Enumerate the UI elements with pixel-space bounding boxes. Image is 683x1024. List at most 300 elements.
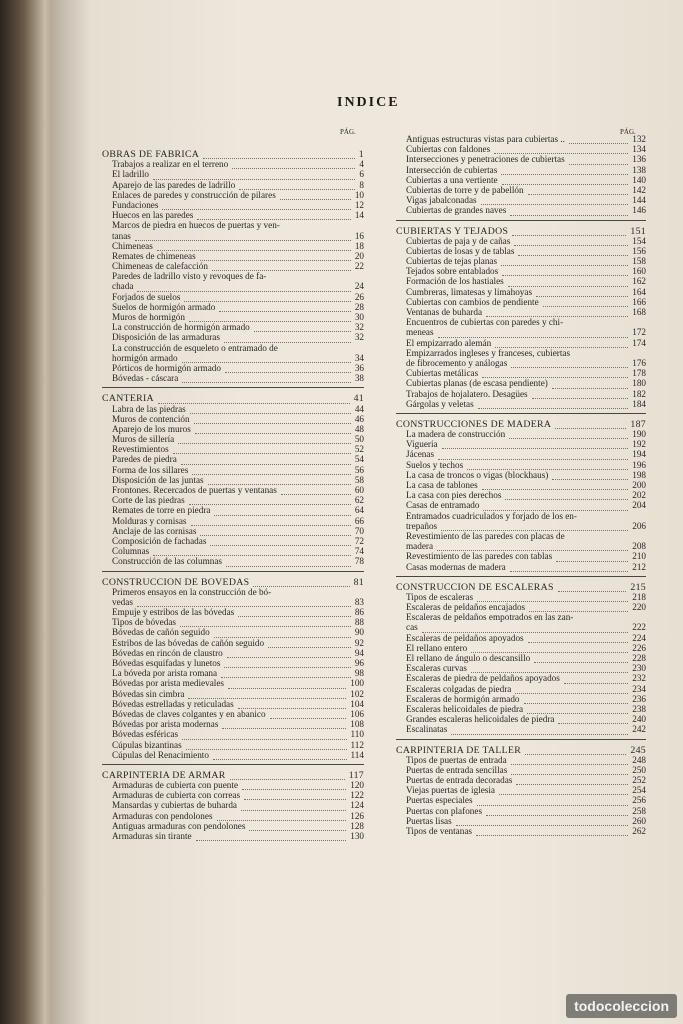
- entry-label: vedas: [112, 596, 133, 607]
- index-entry: [396, 613, 646, 623]
- entry-label: Bóvedas por arista modernas: [112, 719, 219, 730]
- dot-leader: [510, 215, 628, 216]
- entry-label: Composición de fachadas: [112, 535, 207, 546]
- dot-leader: [225, 372, 351, 373]
- dot-leader: [543, 306, 628, 307]
- entry-label: Disposición de las armaduras: [112, 332, 220, 343]
- index-entry: [396, 563, 646, 573]
- page-number: 142: [632, 184, 646, 195]
- page-number: 22: [354, 261, 364, 272]
- page-number: 66: [354, 515, 364, 526]
- page-number: 120: [350, 780, 364, 791]
- index-section: [102, 150, 364, 384]
- dot-leader: [478, 408, 628, 409]
- page-number: 144: [632, 195, 646, 206]
- entry-label: La construcción de esqueleto o entramado de: [112, 342, 278, 353]
- entry-label: hormigón armado: [112, 352, 178, 363]
- entry-label: Grandes escaleras helicoidales de piedra: [406, 714, 555, 725]
- adjacent-page-edge: [0, 0, 60, 1024]
- page-number: 112: [350, 739, 364, 750]
- entry-label: Cúpulas bizantinas: [112, 739, 182, 750]
- page-number: 151: [630, 225, 646, 237]
- section-divider: [396, 739, 646, 740]
- entry-label: Columnas: [112, 546, 150, 557]
- page-number: 62: [354, 495, 364, 506]
- page-number: 240: [632, 714, 646, 725]
- page-number: 154: [632, 235, 646, 246]
- page-number: 86: [354, 607, 364, 618]
- entry-label: Empuje y estribos de las bóvedas: [112, 607, 235, 618]
- page-number: 54: [354, 454, 364, 465]
- entry-label: CONSTRUCCION DE ESCALERAS: [396, 581, 554, 593]
- page-number: 100: [350, 678, 364, 689]
- page-number: 226: [632, 642, 646, 653]
- entry-label: Puertas de entrada sencillas: [406, 764, 508, 775]
- dot-leader: [569, 143, 628, 144]
- index-entry: [396, 827, 646, 837]
- page-number: 88: [354, 617, 364, 628]
- dot-leader: [502, 275, 628, 276]
- entry-label: Bóvedas - cáscara: [112, 373, 179, 384]
- entry-label: cas: [406, 622, 418, 633]
- entry-label: La construcción de hormigón armado: [112, 322, 250, 333]
- entry-label: Trabajos a realizar en el terreno: [112, 159, 229, 170]
- page-number: 187: [630, 418, 646, 430]
- dot-leader: [214, 515, 351, 516]
- entry-label: CANTERIA: [102, 393, 154, 405]
- page-number: 168: [632, 307, 646, 317]
- entry-label: Muros de contención: [112, 413, 190, 424]
- index-entry: [102, 730, 364, 740]
- page-number: 208: [632, 541, 646, 552]
- dot-leader: [270, 718, 346, 719]
- page-number: 254: [632, 785, 646, 796]
- dot-leader: [511, 774, 628, 775]
- entry-label: Suelos de hormigón armado: [112, 301, 216, 312]
- entry-label: CONSTRUCCIONES DE MADERA: [396, 418, 552, 430]
- entry-label: Labra de las piedras: [112, 403, 186, 414]
- dot-leader: [158, 403, 350, 404]
- entry-label: Escaleras de peldaños apoyados: [406, 632, 524, 643]
- page-number: 58: [354, 474, 364, 485]
- page-number: 32: [354, 332, 364, 343]
- entry-label: Aparejo de las paredes de ladrillo: [112, 179, 236, 190]
- dot-leader: [564, 683, 628, 684]
- page-number: 50: [354, 434, 364, 445]
- entry-label: Enlaces de paredes y construcción de pilares: [112, 189, 276, 200]
- entry-label: El rellano entero: [406, 642, 468, 653]
- page-number: 38: [354, 373, 364, 384]
- entry-label: Viguería: [406, 439, 438, 450]
- page-number: 160: [632, 266, 646, 277]
- dot-leader: [222, 728, 346, 729]
- entry-label: Antiguas estructuras vistas para cubiertas ..: [406, 134, 565, 144]
- dot-leader: [189, 504, 351, 505]
- dot-leader: [242, 789, 346, 790]
- entry-label: Tejados sobre entablados: [406, 266, 499, 277]
- entry-label: Jácenas: [406, 449, 435, 460]
- dot-leader: [558, 723, 628, 724]
- dot-leader: [558, 591, 626, 592]
- entry-label: Huecos en las paredes: [112, 210, 194, 221]
- dot-leader: [195, 433, 351, 434]
- entry-label: Cúpulas del Renacimiento: [112, 749, 209, 760]
- index-entry: [396, 379, 646, 389]
- page-number: 252: [632, 775, 646, 786]
- index-entry: [102, 751, 364, 761]
- page-number: 94: [354, 647, 364, 658]
- dot-leader: [524, 703, 628, 704]
- page-number: 220: [632, 602, 646, 613]
- entry-label: Bóvedas esféricas: [112, 729, 179, 740]
- entry-label: El rellano de ángulo o descansillo: [406, 653, 531, 663]
- section-heading: [102, 394, 364, 404]
- entry-label: Cubiertas de torre y de pabellón: [406, 184, 524, 195]
- entry-label: Paredes de ladrillo visto y revoques de fa-: [112, 271, 267, 282]
- entry-label: CUBIERTAS Y TEJADOS: [396, 225, 509, 237]
- page-number: 128: [350, 820, 364, 831]
- page-number: 138: [632, 164, 646, 175]
- dot-leader: [525, 754, 626, 755]
- dot-leader: [249, 830, 346, 831]
- entry-label: Muros de hormigón: [112, 312, 185, 322]
- entry-label: Muros de sillería: [112, 434, 175, 445]
- page-title: INDICE: [337, 95, 400, 110]
- entry-label: Entramados cuadriculados y forjado de los en-: [406, 510, 577, 521]
- dot-leader: [505, 499, 628, 500]
- index-page: [52, 0, 683, 1024]
- dot-leader: [200, 260, 351, 261]
- index-entry: [102, 374, 364, 384]
- dot-leader: [456, 825, 628, 826]
- index-entry: [396, 206, 646, 216]
- page-number: 126: [350, 810, 364, 821]
- dot-leader: [556, 561, 628, 562]
- page-number: 222: [632, 622, 646, 633]
- page-number: 8: [359, 179, 364, 190]
- entry-label: Tipos de escaleras: [406, 591, 474, 602]
- entry-label: Formación de los hastiales: [406, 276, 504, 287]
- entry-label: Armaduras sin tirante: [112, 831, 192, 841]
- entry-label: madera: [406, 541, 434, 552]
- entry-label: Bóvedas sin cimbra: [112, 688, 185, 699]
- entry-label: chada: [112, 281, 134, 292]
- entry-label: Revestimiento de las paredes con placas de: [406, 530, 565, 541]
- dot-leader: [227, 657, 351, 658]
- entry-label: OBRAS DE FABRICA: [102, 149, 200, 160]
- dot-leader: [477, 805, 628, 806]
- dot-leader: [190, 413, 351, 414]
- page-number: 32: [354, 322, 364, 333]
- page-number: 224: [632, 632, 646, 643]
- page-number: 202: [632, 490, 646, 501]
- page-number: 210: [632, 551, 646, 562]
- entry-label: El ladrillo: [112, 169, 149, 180]
- page-number: 48: [354, 423, 364, 434]
- dot-leader: [482, 489, 628, 490]
- page-number: 228: [632, 653, 646, 663]
- entry-label: Cubiertas a una vertiente: [406, 174, 498, 185]
- entry-label: La casa con pies derechos: [406, 490, 502, 501]
- index-section: [396, 413, 646, 573]
- dot-leader: [232, 168, 355, 169]
- entry-label: tanas: [112, 230, 131, 241]
- page-number: 41: [353, 393, 364, 405]
- entry-label: Tipos de puertas de entrada: [406, 754, 507, 765]
- page-number: 14: [354, 210, 364, 221]
- page-number: 117: [348, 769, 364, 781]
- entry-label: La madera de construcción: [406, 429, 506, 440]
- page-number: 232: [632, 673, 646, 684]
- dot-leader: [534, 662, 628, 663]
- entry-label: Gárgolas y veletas: [406, 398, 474, 409]
- dot-leader: [268, 647, 351, 648]
- dot-leader: [280, 199, 351, 200]
- page-number: 114: [350, 749, 364, 760]
- entry-label: Casas de entramado: [406, 500, 480, 511]
- index-entry: [396, 400, 646, 410]
- page-number: 206: [632, 520, 646, 531]
- page-number: 140: [632, 174, 646, 185]
- index-section: [102, 571, 364, 761]
- entry-label: Armaduras de cubierta con correas: [112, 790, 241, 801]
- index-section: [396, 220, 646, 410]
- entry-label: Vigas jabalconadas: [406, 195, 477, 206]
- entry-label: CONSTRUCCION DE BOVEDAS: [102, 576, 250, 588]
- entry-label: Estribos de las bóvedas de cañón seguido: [112, 637, 265, 648]
- entry-label: Cubiertas planas (de escasa pendiente): [406, 378, 548, 389]
- dot-leader: [509, 438, 628, 439]
- entry-label: Escaleras de piedra de peldaños apoyados: [406, 673, 560, 684]
- page-number: 146: [632, 205, 646, 216]
- dot-leader: [238, 616, 351, 617]
- page-number: 215: [630, 581, 646, 593]
- entry-label: Corte de las piedras: [112, 495, 185, 506]
- entry-label: Suelos y techos: [406, 459, 464, 470]
- entry-label: CARPINTERIA DE ARMAR: [102, 769, 226, 781]
- dot-leader: [173, 453, 351, 454]
- dot-leader: [528, 194, 628, 195]
- entry-label: Puertas de entrada decoradas: [406, 775, 513, 786]
- dot-leader: [210, 545, 351, 546]
- entry-label: Forma de los sillares: [112, 464, 189, 475]
- entry-label: Escaleras de hormigón armado: [406, 693, 520, 704]
- entry-label: Trabajos de hojalatero. Desagües: [406, 388, 528, 399]
- left-column: [102, 144, 364, 842]
- index-entry: [102, 272, 364, 282]
- entry-label: Escaleras helicoidales de piedra: [406, 703, 524, 714]
- dot-leader: [191, 525, 351, 526]
- page-number: 250: [632, 764, 646, 775]
- entry-label: Casas modernas de madera: [406, 561, 506, 572]
- dot-leader: [194, 423, 351, 424]
- page-number: 182: [632, 388, 646, 399]
- entry-label: Ventanas de buharda: [406, 307, 483, 317]
- right-column: [396, 135, 646, 837]
- entry-label: Intersecciones y penetraciones de cubiertas: [406, 154, 565, 165]
- entry-label: de fibrocemento y análogas: [406, 357, 508, 368]
- entry-label: Disposición de las juntas: [112, 474, 204, 485]
- dot-leader: [501, 265, 628, 266]
- entry-label: Tipos de ventanas: [406, 826, 473, 836]
- dot-leader: [221, 677, 351, 678]
- entry-label: Escalinatas: [406, 724, 448, 735]
- dot-leader: [515, 693, 628, 694]
- page-number: 34: [354, 352, 364, 363]
- page-number: 26: [354, 291, 364, 302]
- index-section: [396, 739, 646, 838]
- entry-label: Cubiertas de grandes naves: [406, 205, 507, 216]
- entry-label: Revestimiento de las paredes con tablas: [406, 551, 553, 562]
- dot-leader: [438, 459, 628, 460]
- entry-label: Puertas lisas: [406, 815, 452, 826]
- index-section: [102, 764, 364, 842]
- entry-label: La casa de troncos o vigas (blockhaus): [406, 469, 549, 480]
- dot-leader: [241, 810, 346, 811]
- page-number: 162: [632, 276, 646, 287]
- page-number: 172: [632, 327, 646, 338]
- entry-label: Primeros ensayos en la construcción de bó-: [112, 586, 272, 597]
- dot-leader: [516, 784, 628, 785]
- page-number: 70: [354, 525, 364, 536]
- entry-label: Chimeneas: [112, 240, 153, 251]
- page-number: 110: [350, 729, 364, 740]
- entry-label: Fundaciones: [112, 199, 159, 210]
- entry-label: La bóveda por arista romana: [112, 668, 218, 679]
- entry-label: Bóvedas estrelladas y reticuladas: [112, 698, 234, 709]
- dot-leader: [501, 174, 628, 175]
- entry-label: Cubiertas metálicas: [406, 368, 479, 379]
- page-number: 124: [350, 800, 364, 811]
- index-section: [396, 135, 646, 217]
- dot-leader: [281, 494, 351, 495]
- page-number: 24: [354, 281, 364, 292]
- page-number: 192: [632, 439, 646, 450]
- page-number: 28: [354, 301, 364, 312]
- dot-leader: [486, 815, 628, 816]
- page-number: 20: [354, 250, 364, 261]
- page-number: 212: [632, 561, 646, 572]
- dot-leader: [228, 688, 346, 689]
- dot-leader: [200, 535, 351, 536]
- dot-leader: [186, 749, 347, 750]
- dot-leader: [512, 235, 626, 236]
- entry-label: Puertas especiales: [406, 795, 473, 806]
- page-number: 196: [632, 459, 646, 470]
- entry-label: Remates de torre en piedra: [112, 505, 211, 516]
- page-number: 81: [353, 576, 364, 588]
- entry-label: Escaleras de peldaños encajados: [406, 602, 526, 613]
- entry-label: Bóvedas esquifadas y lunetos: [112, 658, 221, 668]
- page-number: 194: [632, 449, 646, 460]
- pag-label-left: PÁG.: [340, 128, 356, 136]
- index-entry: [102, 557, 364, 567]
- dot-leader: [196, 840, 346, 841]
- index-entry: [102, 221, 364, 231]
- page-number: 218: [632, 591, 646, 602]
- page-number: 204: [632, 500, 646, 511]
- entry-label: Encuentros de cubiertas con paredes y chi-: [406, 317, 564, 328]
- page-number: 230: [632, 663, 646, 674]
- entry-label: Bóvedas de cañón seguido: [112, 627, 210, 638]
- entry-label: La casa de tablones: [406, 480, 478, 490]
- entry-label: Pórticos de hormigón armado: [112, 362, 221, 373]
- page-number: 190: [632, 429, 646, 440]
- dot-leader: [182, 739, 347, 740]
- entry-label: Empizarrados ingleses y franceses, cubiertas: [406, 347, 571, 358]
- index-section: [102, 387, 364, 567]
- entry-label: Viejas puertas de iglesia: [406, 785, 495, 796]
- page-number: 130: [350, 831, 364, 841]
- page-number: 260: [632, 815, 646, 826]
- entry-label: Cumbreras, limatesas y limahoyas: [406, 286, 533, 297]
- page-number: 74: [354, 546, 364, 557]
- entry-label: Armaduras de cubierta con puente: [112, 780, 239, 791]
- page-number: 258: [632, 805, 646, 816]
- dot-leader: [536, 296, 628, 297]
- dot-leader: [192, 474, 351, 475]
- section-divider: [102, 571, 364, 572]
- dot-leader: [528, 642, 628, 643]
- dot-leader: [555, 428, 626, 429]
- watermark-logo: todocoleccion: [566, 994, 677, 1018]
- section-divider: [396, 413, 646, 414]
- page-number: 236: [632, 693, 646, 704]
- page-number: 174: [632, 337, 646, 348]
- page-number: 44: [354, 403, 364, 414]
- page-number: 164: [632, 286, 646, 297]
- entry-label: Antiguas armaduras con pendolones: [112, 820, 246, 831]
- entry-label: CARPINTERIA DE TALLER: [396, 744, 522, 756]
- page-number: 242: [632, 724, 646, 735]
- dot-leader: [499, 794, 628, 795]
- entry-label: Anclaje de las cornisas: [112, 525, 197, 536]
- page-number: 30: [354, 312, 364, 322]
- page-number: 245: [630, 744, 646, 756]
- dot-leader: [451, 734, 628, 735]
- entry-label: Frontones. Recercados de puertas y ventanas: [112, 485, 277, 495]
- page-number: 64: [354, 505, 364, 516]
- page-number: 200: [632, 480, 646, 490]
- page-number: 6: [359, 169, 364, 180]
- index-entry: [102, 832, 364, 842]
- dot-leader: [226, 566, 351, 567]
- page-number: 166: [632, 296, 646, 307]
- entry-label: Escaleras colgadas de piedra: [406, 683, 512, 694]
- entry-label: meneas: [406, 327, 434, 338]
- entry-label: Cubiertas de tejas planas: [406, 256, 498, 267]
- page-number: 262: [632, 826, 646, 836]
- page-number: 1: [358, 149, 364, 160]
- page-number: 106: [350, 708, 364, 719]
- page-number: 178: [632, 368, 646, 379]
- dot-leader: [224, 667, 351, 668]
- entry-label: Aparejo de los muros: [112, 423, 191, 434]
- page-number: 136: [632, 154, 646, 165]
- entry-label: Remates de chimeneas: [112, 250, 196, 261]
- page-number: 102: [350, 688, 364, 699]
- dot-leader: [442, 448, 628, 449]
- page-number: 134: [632, 144, 646, 155]
- page-number: 52: [354, 444, 364, 455]
- page-number: 78: [354, 556, 364, 567]
- entry-label: Armaduras con pendolones: [112, 810, 213, 821]
- entry-label: Construcción de las columnas: [112, 556, 222, 567]
- entry-label: Tipos de bóvedas: [112, 617, 176, 628]
- page-number: 46: [354, 413, 364, 424]
- entry-label: Bóvedas de claves colgantes y en abanico: [112, 708, 266, 719]
- section-divider: [396, 576, 646, 577]
